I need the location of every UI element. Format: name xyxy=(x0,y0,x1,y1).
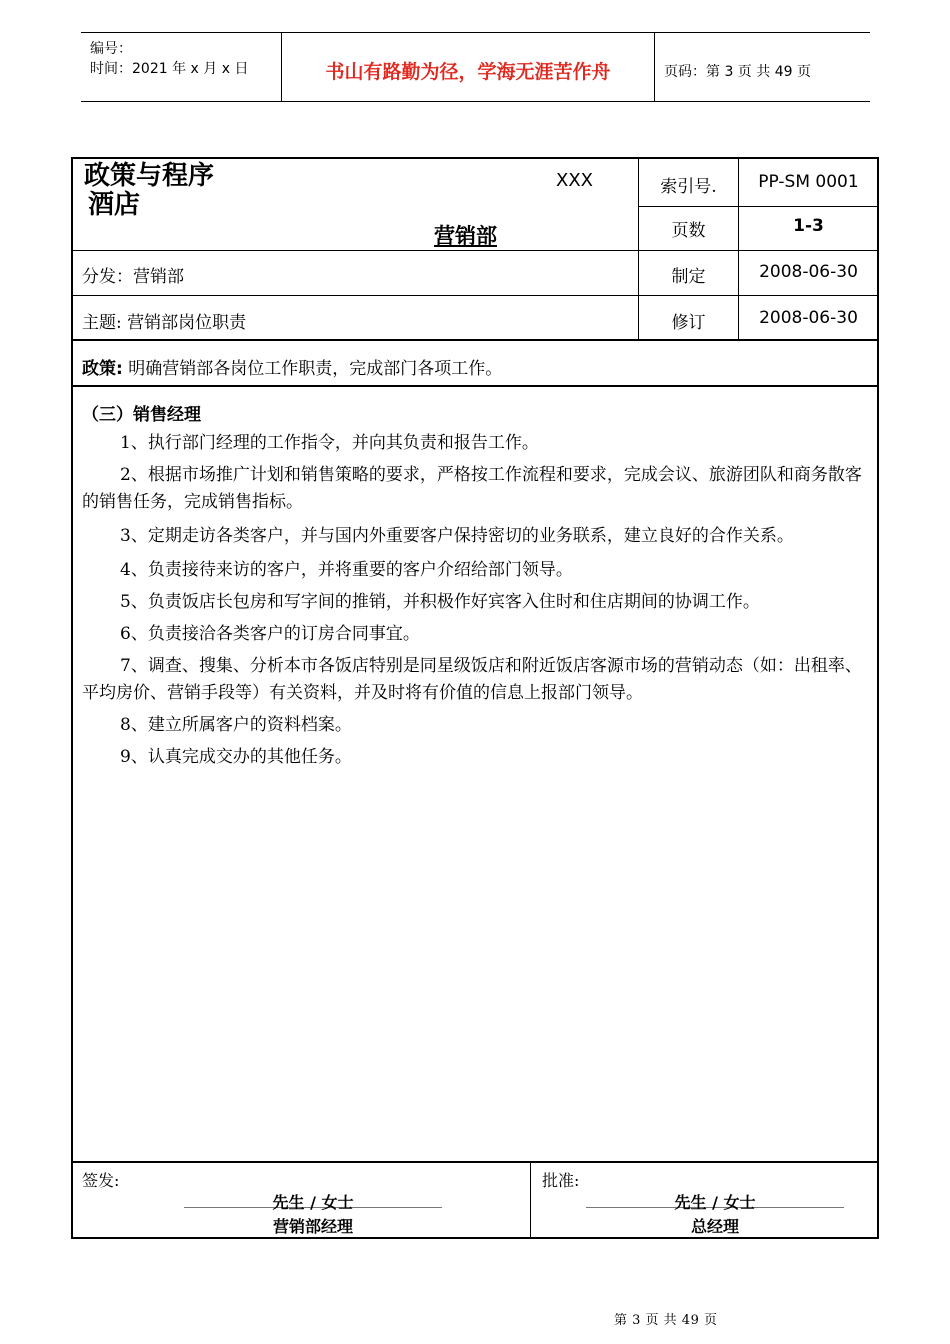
distribute-text: 分发：营销部 xyxy=(82,267,184,287)
revised-label: 修订 xyxy=(671,313,706,333)
policy-form xyxy=(71,157,879,1239)
serial-label: 编号： xyxy=(90,41,132,57)
list-item: 5、负责饭店长包房和写字间的推销，并积极作好宾客入住时和住店期间的协调工作。 xyxy=(120,592,760,612)
made-value: 2008-06-30 xyxy=(759,262,858,282)
header-meta-cell xyxy=(81,33,282,101)
issue-label: 签发: xyxy=(82,1171,120,1190)
list-item: 7、调查、搜集、分析本市各饭店特别是同星级饭店和附近饭店客源市场的营销动态（如：出租率、平均房价、营销手段等）有关资料，并及时将有价值的信息上报部门领导。 xyxy=(82,656,862,703)
duty-list xyxy=(82,430,868,776)
grid-line xyxy=(639,206,878,207)
grid-line xyxy=(72,385,878,387)
list-item: 6、负责接洽各类客户的订房合同事宜。 xyxy=(120,624,420,644)
list-item: 2、根据市场推广计划和销售策略的要求，严格按工作流程和要求，完成会议、旅游团队和商务散客的销售任务，完成销售指标。 xyxy=(82,465,862,512)
issue-title: 营销部经理 xyxy=(272,1217,353,1236)
header-page-cell xyxy=(655,33,870,101)
made-label: 制定 xyxy=(671,267,706,287)
grid-line xyxy=(530,1162,531,1238)
motto: 书山有路勤为径，学海无涯苦作舟 xyxy=(325,61,611,83)
page-info: 页码：第 3 页 共 49 页 xyxy=(664,64,811,80)
page-footer: 第 3 页 共 49 页 xyxy=(614,1313,718,1328)
header-motto-cell xyxy=(282,33,655,101)
grid-line xyxy=(72,295,878,296)
approve-label: 批准: xyxy=(542,1171,580,1190)
revised-value: 2008-06-30 xyxy=(759,308,858,328)
form-subtitle: 酒店 xyxy=(88,190,141,220)
grid-line xyxy=(72,339,878,341)
index-value: PP-SM 0001 xyxy=(758,172,859,192)
department-name: 营销部 xyxy=(434,223,497,248)
pages-value: 1-3 xyxy=(793,216,824,236)
issue-salutation: 先生 / 女士 xyxy=(272,1193,354,1212)
grid-line xyxy=(72,1161,878,1163)
grid-line xyxy=(72,250,878,251)
subject-text: 主题: 营销部岗位职责 xyxy=(82,313,247,333)
list-item: 9、认真完成交办的其他任务。 xyxy=(120,747,352,767)
index-label: 索引号. xyxy=(660,177,717,197)
hotel-name: XXX xyxy=(556,170,593,191)
list-item: 3、定期走访各类客户，并与国内外重要客户保持密切的业务联系，建立良好的合作关系。 xyxy=(120,526,794,546)
form-title: 政策与程序 xyxy=(84,161,215,191)
policy-text: 明确营销部各岗位工作职责，完成部门各项工作。 xyxy=(122,359,503,379)
running-header xyxy=(81,32,870,102)
list-item: 1、执行部门经理的工作指令，并向其负责和报告工作。 xyxy=(120,433,539,453)
policy-row xyxy=(82,354,502,379)
section-title: （三）销售经理 xyxy=(82,405,201,425)
pages-label: 页数 xyxy=(671,221,706,241)
list-item: 4、负责接待来访的客户，并将重要的客户介绍给部门领导。 xyxy=(120,560,573,580)
policy-label: 政策: xyxy=(82,359,123,379)
list-item: 8、建立所属客户的资料档案。 xyxy=(120,715,352,735)
time-label: 时间：2021 年 x 月 x 日 xyxy=(90,61,249,77)
approve-title: 总经理 xyxy=(690,1217,739,1236)
approve-salutation: 先生 / 女士 xyxy=(674,1193,756,1212)
